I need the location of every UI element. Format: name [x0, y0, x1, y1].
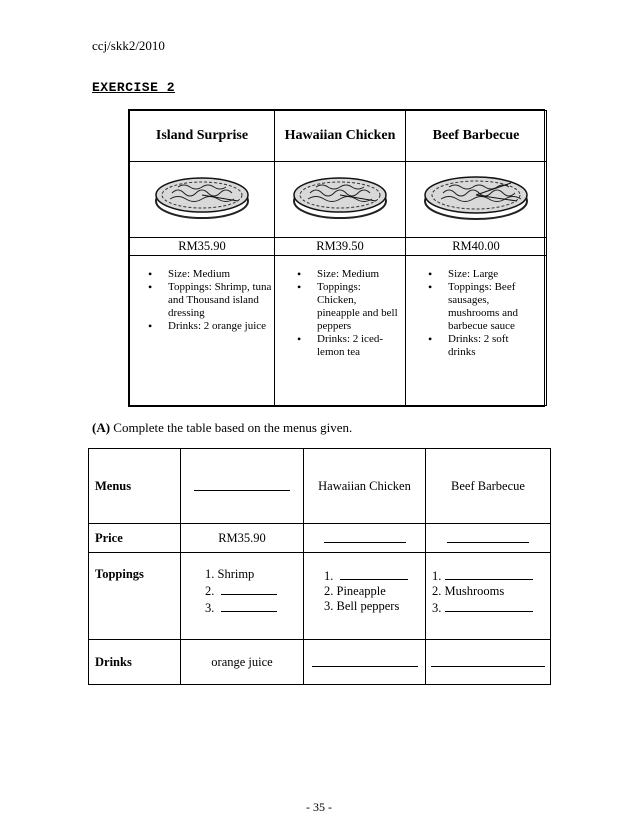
- list-item: 2. Mushrooms: [432, 584, 505, 598]
- toppings-list-hawaiian: [324, 567, 425, 614]
- toppings-blank-island-2[interactable]: [221, 582, 277, 595]
- toppings-list-beef: [432, 567, 550, 616]
- list-item: 3. Bell peppers: [324, 599, 400, 613]
- document-code: ccj/skk2/2010: [92, 38, 165, 53]
- toppings-blank-hawaiian-1[interactable]: [340, 567, 408, 580]
- toppings-blank-beef-1[interactable]: [445, 567, 533, 580]
- menu-price-hawaiian-chicken: RM39.50: [275, 238, 406, 256]
- menu-details-hawaiian-chicken: [275, 268, 405, 359]
- pizza-icon: [290, 171, 390, 223]
- menu-price-beef-barbecue: RM40.00: [406, 238, 547, 256]
- page-number: - 35 -: [306, 800, 332, 814]
- list-item: • Drinks: 2 orange juice: [168, 320, 274, 333]
- list-item: • Drinks: 2 iced-lemon tea: [317, 333, 401, 359]
- drinks-blank-beef[interactable]: [431, 654, 545, 667]
- answer-menu-hawaiian: Hawaiian Chicken: [304, 449, 426, 524]
- menus-blank-1[interactable]: [194, 478, 290, 491]
- menu-details-island-surprise: [130, 268, 274, 333]
- menu-details-beef-barbecue: [406, 268, 546, 359]
- toppings-blank-island-3[interactable]: [221, 599, 277, 612]
- toppings-blank-beef-3[interactable]: [445, 599, 533, 612]
- row-label-menus: Menus: [89, 449, 181, 524]
- answer-drinks-island: orange juice: [181, 640, 304, 685]
- exercise-title: EXERCISE 2: [92, 80, 176, 95]
- list-item: • Toppings: Beef sausages, mushrooms and barbecue sauce: [448, 281, 538, 333]
- instruction-label: (A): [92, 420, 111, 435]
- menu-name-hawaiian-chicken: Hawaiian Chicken: [275, 111, 406, 162]
- menu-name-island-surprise: Island Surprise: [130, 111, 275, 162]
- row-label-drinks: Drinks: [89, 640, 181, 685]
- menu-price-island-surprise: RM35.90: [130, 238, 275, 256]
- list-item: • Size: Medium: [317, 268, 401, 281]
- list-item: • Toppings: Shrimp, tuna and Thousand island dressing: [168, 281, 274, 320]
- list-item: 2.: [205, 584, 215, 598]
- list-item: • Size: Medium: [168, 268, 274, 281]
- price-blank-beef[interactable]: [447, 530, 529, 543]
- list-item: 2. Pineapple: [324, 584, 386, 598]
- row-label-toppings: Toppings: [89, 553, 181, 640]
- list-item: 3.: [432, 601, 442, 615]
- answer-price-island: RM35.90: [181, 524, 304, 553]
- instruction: [92, 420, 352, 436]
- pizza-icon: [152, 171, 252, 223]
- list-item: 1.: [432, 569, 442, 583]
- answer-table: [88, 448, 550, 685]
- instruction-text: Complete the table based on the menus given.: [110, 420, 353, 435]
- list-item: 3.: [205, 601, 215, 615]
- list-item: • Size: Large: [448, 268, 538, 281]
- menu-table: [128, 109, 545, 407]
- menu-name-beef-barbecue: Beef Barbecue: [406, 111, 547, 162]
- answer-menu-beef: Beef Barbecue: [426, 449, 551, 524]
- row-label-price: Price: [89, 524, 181, 553]
- list-item: 1.: [324, 569, 334, 583]
- drinks-blank-hawaiian[interactable]: [312, 654, 418, 667]
- pizza-icon: [421, 169, 531, 225]
- list-item: • Toppings: Chicken, pineapple and bell peppers: [317, 281, 401, 333]
- list-item: • Drinks: 2 soft drinks: [448, 333, 538, 359]
- list-item: 1. Shrimp: [205, 567, 255, 581]
- price-blank-hawaiian[interactable]: [324, 530, 406, 543]
- toppings-list-island: [205, 567, 303, 616]
